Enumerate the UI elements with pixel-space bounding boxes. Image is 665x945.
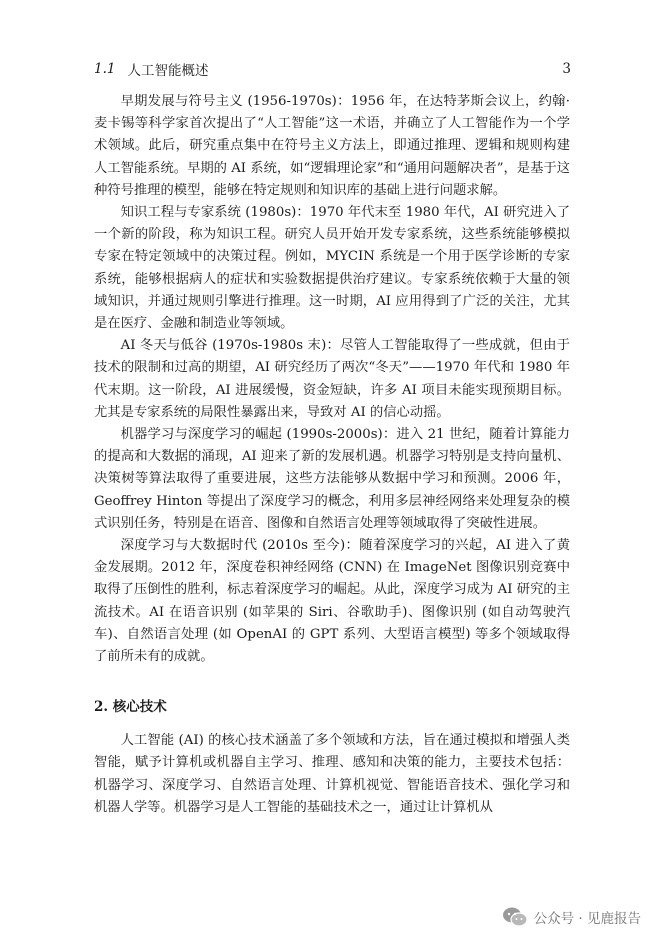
paragraph-expert-systems: 知识工程与专家系统 (1980s)：1970 年代末至 1980 年代，AI 研究进入了一个新的阶段，称为知识工程。研究人员开始开发专家系统，这些系统能够模拟专家在特定领域中的决策过程。例如，MYCIN 系统是一个用于医学诊断的专家系统，能够根据病人的症状和实验数据提供治疗建议。专家系统依赖于大量的领域知识，并通过规则引擎进行推理。这一时期，AI 应用得到了广泛的关注，尤其是在医疗、金融和制造业等领域。 xyxy=(94,205,570,332)
header-section-title: 人工智能概述 xyxy=(127,63,209,79)
paragraph-core-technologies: 人工智能 (AI) 的核心技术涵盖了多个领域和方法，旨在通过模拟和增强人类智能，赋予计算机或机器自主学习、推理、感知和决策的能力，主要技术包括：机器学习、深度学习、自然语言处理、计算机视觉、智能语音技术、强化学习和机器人学等。机器学习是人工智能的基础技术之一，通过让计算机从 xyxy=(94,733,570,815)
section-heading: 2. 核心技术 xyxy=(94,699,167,716)
body-text xyxy=(94,91,570,819)
watermark xyxy=(502,904,641,930)
paragraph-machine-learning-rise: 机器学习与深度学习的崛起 (1990s-2000s)：进入 21 世纪，随着计算能力的提高和大数据的涌现，AI 迎来了新的发展机遇。机器学习特别是支持向量机、决策树等算法取得了重要进展，这些方法能够从数据中学习和预测。2006 年，Geoffrey Hinton 等提出了深度学习的概念，利用多层神经网络来处理复杂的模式识别任务，特别是在语音、图像和自然语言处理等领域取得了突破性进展。 xyxy=(94,427,570,531)
paragraph-deep-learning-era: 深度学习与大数据时代 (2010s 至今)：随着深度学习的兴起，AI 进入了黄金发展期。2012 年，深度卷积神经网络 (CNN) 在 ImageNet 图像识别竞赛中取得了压倒性的胜利，标志着深度学习的崛起。从此，深度学习成为 AI 研究的主流技术。AI 在语音识别 (如苹果的 Siri、谷歌助手)、图像识别 (如自动驾驶汽车)、自然语言处理 (如 OpenAI 的 GPT 系列、大型语言模型) 等多个领域取得了前所未有的成就。 xyxy=(94,538,570,665)
running-header xyxy=(94,58,571,80)
paragraph-early-development: 早期发展与符号主义 (1956-1970s)：1956 年，在达特茅斯会议上，约翰·麦卡锡等科学家首次提出了“人工智能”这一术语，并确立了人工智能作为一个学术领域。此后，研究重点集中在符号主义方法上，即通过推理、逻辑和规则构建人工智能系统。早期的 AI 系统，如“逻辑理论家”和“通用问题解决者”，是基于这种符号推理的模型，能够在特定规则和知识库的基础上进行问题求解。 xyxy=(94,94,570,198)
wechat-icon xyxy=(502,906,528,928)
watermark-text: 公众号 · 见鹿报告 xyxy=(533,911,641,927)
paragraph-ai-winter: AI 冬天与低谷 (1970s-1980s 末)：尽管人工智能取得了一些成就，但由于技术的限制和过高的期望，AI 研究经历了两次“冬天”——1970 年代和 1980 年代末期。这一阶段，AI 进展缓慢，资金短缺，许多 AI 项目未能实现预期目标。尤其是专家系统的局限性暴露出来，导致对 AI 的信心动摇。 xyxy=(94,338,570,420)
page-number: 3 xyxy=(562,61,571,77)
header-section-number: 1.1 xyxy=(94,61,116,77)
